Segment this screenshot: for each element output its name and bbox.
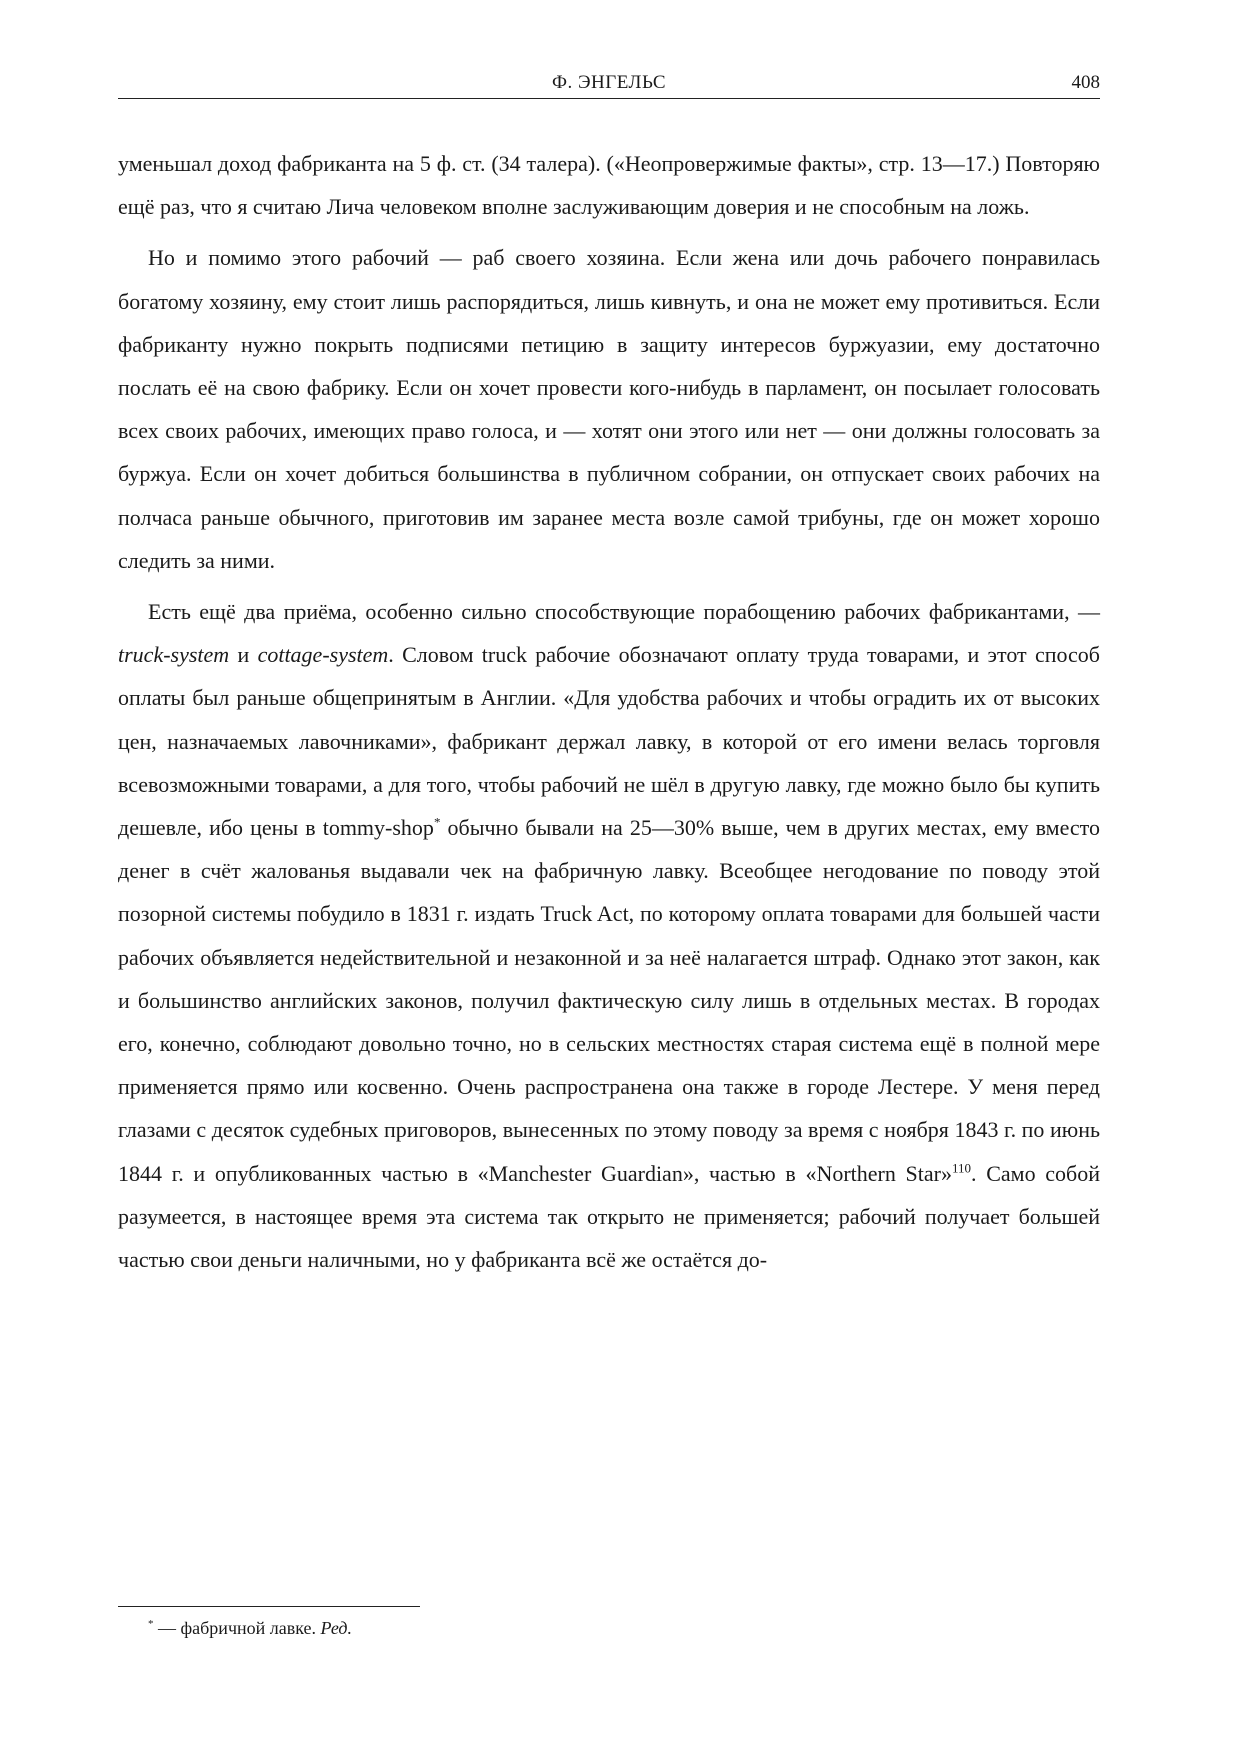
paragraph-text: . Само собой разумеется, в настоящее время эта система так открыто не применяется; рабочий получает большей частью свои деньги наличными, но у фабриканта всё же остаётся до-: [118, 1160, 1101, 1273]
page-number: 408: [1071, 72, 1100, 93]
footnote: [148, 1618, 352, 1639]
footnote-editor: Ред.: [320, 1618, 353, 1638]
term-cottage-system: cottage-system: [257, 642, 389, 668]
header-author: Ф. ЭНГЕЛЬС: [551, 72, 667, 93]
paragraph-text: и: [229, 642, 258, 668]
body-text: [118, 142, 1100, 1289]
paragraph-text: обычно бывали на 25—30% выше, чем в других местах, ему вместо денег в счёт жалованья выдавали чек на фабричную лавку. Всеобщее негодование по поводу этой позорной системы побудило в 1831 г. издать Truck Act, по которому оплата товарами для большей части рабочих объявляется недействительной и незаконной и за неё налагается штраф. Однако этот закон, как и большинство английских законов, получил фактическую силу лишь в отдельных местах. В городах его, конечно, соблюдают довольно точно, но в сельских местностях старая система ещё в полной мере применяется прямо или косвенно. Очень распространена она также в городе Лестере. У меня перед глазами с десяток судебных приговоров, вынесенных по этому поводу за время с ноября 1843 г. по июнь 1844 г. и опубликованных частью в «Manchester Guardian», частью в «Northern Star»: [118, 815, 1100, 1186]
paragraph-continued: уменьшал доход фабриканта на 5 ф. ст. (34 талера). («Неопровержимые факты», стр. 13—17.) Повторяю ещё раз, что я считаю Лича человеком вполне заслуживающим доверия и не способным на ложь.: [118, 151, 1100, 220]
footnote-mark: *: [148, 1618, 154, 1630]
footnote-marker: *: [433, 814, 441, 830]
paragraph-text: . Словом truck рабочие обозначают оплату труда товарами, и этот способ оплаты был раньше общепринятым в Англии. «Для удобства рабочих и чтобы оградить их от высоких цен, назначаемых лавочниками», фабрикант держал лавку, в которой от его имени велась торговля всевозможными товарами, а для того, чтобы рабочий не шёл в другую лавку, где можно было бы купить дешевле, ибо цены в tommy-shop: [118, 642, 1100, 841]
reference-number: 110: [952, 1160, 972, 1176]
paragraph-slave-of-master: Но и помимо этого рабочий — раб своего хозяина. Если жена или дочь рабочего понравилась богатому хозяину, ему стоит лишь распорядиться, лишь кивнуть, и она не может ему противиться. Если фабриканту нужно покрыть подписями петицию в защиту интересов буржуазии, ему достаточно послать её на свою фабрику. Если он хочет провести кого-нибудь в парламент, он посылает голосовать всех своих рабочих, имеющих право голоса, и — хотят они этого или нет — они должны голосовать за буржуа. Если он хочет добиться большинства в публичном собрании, он отпускает своих рабочих на полчаса раньше обычного, приготовив им заранее места возле самой трибуны, где он может хорошо следить за ними.: [118, 245, 1100, 573]
footnote-divider: [118, 1606, 420, 1607]
paragraph-text: Есть ещё два приёма, особенно сильно способствующие порабощению рабочих фабрикантами, —: [148, 599, 1100, 625]
running-head: [118, 72, 1100, 99]
term-truck-system: truck-system: [118, 642, 230, 668]
paragraph-truck-system: [118, 590, 1100, 1281]
footnote-text: — фабричной лавке.: [153, 1618, 321, 1638]
